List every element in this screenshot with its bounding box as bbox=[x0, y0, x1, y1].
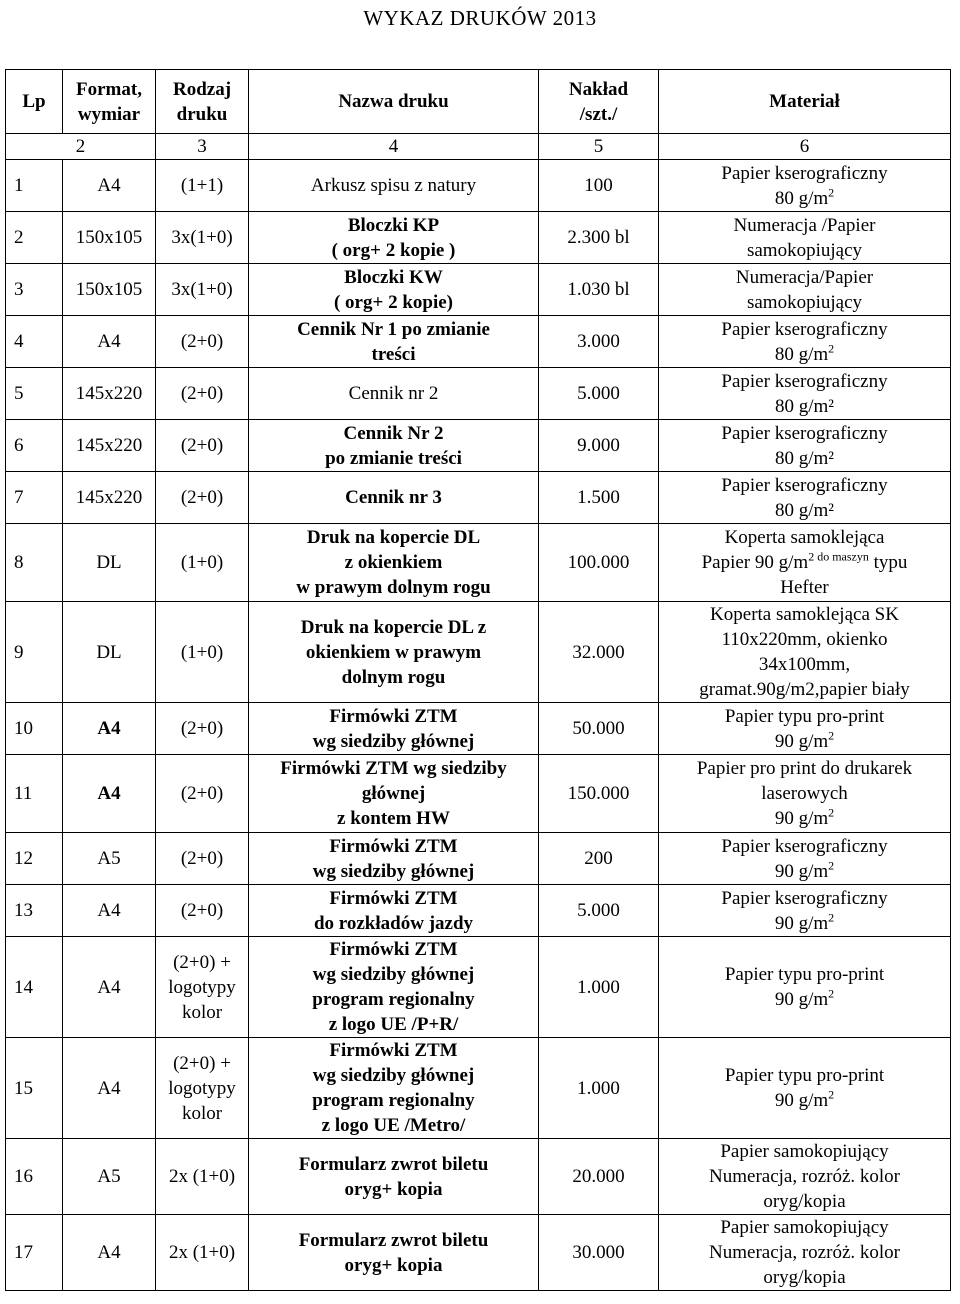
column-number: 4 bbox=[249, 134, 539, 160]
cell-rodzaj: (2+0) bbox=[156, 472, 249, 524]
cell-nazwa: Arkusz spisu z natury bbox=[249, 160, 539, 212]
header-lp: Lp bbox=[6, 70, 63, 134]
cell-nazwa: Firmówki ZTM wg siedziby głównej program regionalny z logo UE /Metro/ bbox=[249, 1038, 539, 1139]
cell-material bbox=[659, 937, 951, 1038]
cell-lp: 16 bbox=[6, 1139, 63, 1215]
cell-rodzaj: (2+0) bbox=[156, 755, 249, 833]
cell-nazwa: Cennik Nr 1 po zmianie treści bbox=[249, 316, 539, 368]
header-format: Format, wymiar bbox=[63, 70, 156, 134]
table-row bbox=[6, 755, 951, 833]
table-row bbox=[6, 937, 951, 1038]
cell-material bbox=[659, 885, 951, 937]
material-text: Papier pro print do drukarek laserowych 90 g/m bbox=[696, 758, 913, 829]
cell-lp: 15 bbox=[6, 1038, 63, 1139]
table-row bbox=[6, 212, 951, 264]
column-number: 2 bbox=[6, 134, 156, 160]
cell-format: A5 bbox=[63, 1139, 156, 1215]
cell-naklad: 3.000 bbox=[539, 316, 659, 368]
cell-material bbox=[659, 703, 951, 755]
cell-format: 150x105 bbox=[63, 264, 156, 316]
cell-nazwa: Firmówki ZTM wg siedziby głównej bbox=[249, 703, 539, 755]
table-row bbox=[6, 472, 951, 524]
cell-material bbox=[659, 524, 951, 602]
cell-material bbox=[659, 160, 951, 212]
material-superscript: 2 bbox=[828, 728, 835, 743]
material-text: Papier samokopiujący Numeracja, rozróż. kolor oryg/kopia bbox=[709, 1217, 900, 1288]
cell-lp: 9 bbox=[6, 602, 63, 703]
cell-naklad: 9.000 bbox=[539, 420, 659, 472]
print-list-table bbox=[5, 69, 951, 1291]
column-number-row bbox=[6, 134, 951, 160]
table-row bbox=[6, 1038, 951, 1139]
cell-lp: 8 bbox=[6, 524, 63, 602]
cell-material bbox=[659, 420, 951, 472]
table-row bbox=[6, 833, 951, 885]
cell-format: A4 bbox=[63, 1215, 156, 1291]
cell-naklad: 1.000 bbox=[539, 1038, 659, 1139]
cell-material bbox=[659, 472, 951, 524]
cell-nazwa: Formularz zwrot biletu oryg+ kopia bbox=[249, 1139, 539, 1215]
cell-naklad: 100 bbox=[539, 160, 659, 212]
cell-format: 145x220 bbox=[63, 420, 156, 472]
cell-format: 145x220 bbox=[63, 472, 156, 524]
cell-material bbox=[659, 368, 951, 420]
cell-lp: 11 bbox=[6, 755, 63, 833]
table-row bbox=[6, 264, 951, 316]
cell-naklad: 100.000 bbox=[539, 524, 659, 602]
material-text: Papier typu pro-print 90 g/m bbox=[724, 1065, 885, 1111]
cell-nazwa: Bloczki KW ( org+ 2 kopie) bbox=[249, 264, 539, 316]
cell-naklad: 20.000 bbox=[539, 1139, 659, 1215]
cell-naklad: 50.000 bbox=[539, 703, 659, 755]
cell-nazwa: Druk na kopercie DL z okienkiem w prawym dolnym rogu bbox=[249, 602, 539, 703]
cell-format: A4 bbox=[63, 160, 156, 212]
cell-lp: 2 bbox=[6, 212, 63, 264]
cell-rodzaj: (1+0) bbox=[156, 602, 249, 703]
cell-lp: 14 bbox=[6, 937, 63, 1038]
header-naklad: Nakład /szt./ bbox=[539, 70, 659, 134]
cell-rodzaj: (2+0) + logotypy kolor bbox=[156, 1038, 249, 1139]
cell-rodzaj: (2+0) bbox=[156, 833, 249, 885]
cell-format: A4 bbox=[63, 1038, 156, 1139]
cell-material bbox=[659, 1139, 951, 1215]
material-text: Koperta samoklejąca Papier 90 g/m bbox=[701, 527, 885, 573]
material-superscript: 2 bbox=[828, 910, 835, 925]
table-row bbox=[6, 316, 951, 368]
cell-material bbox=[659, 316, 951, 368]
cell-nazwa: Druk na kopercie DL z okienkiem w prawym dolnym rogu bbox=[249, 524, 539, 602]
cell-naklad: 5.000 bbox=[539, 368, 659, 420]
cell-format: A4 bbox=[63, 755, 156, 833]
table-row bbox=[6, 160, 951, 212]
cell-format: 150x105 bbox=[63, 212, 156, 264]
material-superscript: 2 bbox=[828, 986, 835, 1001]
cell-lp: 13 bbox=[6, 885, 63, 937]
material-text: Papier typu pro-print 90 g/m bbox=[724, 705, 885, 752]
material-superscript: 2 do maszyn bbox=[808, 549, 869, 564]
cell-format: A4 bbox=[63, 937, 156, 1038]
table-row bbox=[6, 1139, 951, 1215]
cell-lp: 12 bbox=[6, 833, 63, 885]
cell-nazwa: Firmówki ZTM do rozkładów jazdy bbox=[249, 885, 539, 937]
header-material: Materiał bbox=[659, 70, 951, 134]
cell-lp: 4 bbox=[6, 316, 63, 368]
column-number: 6 bbox=[659, 134, 951, 160]
cell-format: A4 bbox=[63, 703, 156, 755]
cell-rodzaj: (2+0) bbox=[156, 316, 249, 368]
material-text: Numeracja/Papier samokopiujący bbox=[735, 266, 874, 313]
cell-rodzaj: (2+0) bbox=[156, 885, 249, 937]
cell-format: 145x220 bbox=[63, 368, 156, 420]
material-superscript: 2 bbox=[828, 185, 835, 200]
cell-material bbox=[659, 264, 951, 316]
table-row bbox=[6, 1215, 951, 1291]
material-text: Koperta samoklejąca SK 110x220mm, okienko 34x100mm, gramat.90g/m2,papier biały bbox=[699, 604, 910, 700]
cell-nazwa: Formularz zwrot biletu oryg+ kopia bbox=[249, 1215, 539, 1291]
cell-lp: 17 bbox=[6, 1215, 63, 1291]
table-row bbox=[6, 368, 951, 420]
cell-nazwa: Cennik nr 3 bbox=[249, 472, 539, 524]
cell-material bbox=[659, 602, 951, 703]
cell-rodzaj: (2+0) + logotypy kolor bbox=[156, 937, 249, 1038]
cell-format: DL bbox=[63, 524, 156, 602]
material-text: Papier typu pro-print 90 g/m bbox=[724, 964, 885, 1010]
column-number: 5 bbox=[539, 134, 659, 160]
cell-nazwa: Firmówki ZTM wg siedziby głównej bbox=[249, 833, 539, 885]
column-number: 3 bbox=[156, 134, 249, 160]
cell-format: DL bbox=[63, 602, 156, 703]
cell-naklad: 200 bbox=[539, 833, 659, 885]
header-nazwa: Nazwa druku bbox=[249, 70, 539, 134]
cell-nazwa: Cennik Nr 2 po zmianie treści bbox=[249, 420, 539, 472]
cell-rodzaj: (1+1) bbox=[156, 160, 249, 212]
material-superscript: 2 bbox=[828, 1087, 835, 1102]
cell-lp: 5 bbox=[6, 368, 63, 420]
cell-rodzaj: (2+0) bbox=[156, 420, 249, 472]
material-text: Papier kserograficzny 90 g/m bbox=[721, 835, 888, 882]
cell-material bbox=[659, 1038, 951, 1139]
table-row bbox=[6, 420, 951, 472]
material-superscript: 2 bbox=[828, 858, 835, 873]
cell-nazwa: Bloczki KP ( org+ 2 kopie ) bbox=[249, 212, 539, 264]
cell-lp: 6 bbox=[6, 420, 63, 472]
table-row bbox=[6, 703, 951, 755]
cell-material bbox=[659, 212, 951, 264]
cell-nazwa: Firmówki ZTM wg siedziby głównej program regionalny z logo UE /P+R/ bbox=[249, 937, 539, 1038]
cell-format: A5 bbox=[63, 833, 156, 885]
material-superscript: 2 bbox=[828, 341, 835, 356]
cell-nazwa: Cennik nr 2 bbox=[249, 368, 539, 420]
material-text: Papier kserograficzny 80 g/m² bbox=[721, 474, 888, 521]
cell-rodzaj: 3x(1+0) bbox=[156, 264, 249, 316]
material-text-tail: typu Hefter bbox=[780, 552, 908, 598]
document-title: WYKAZ DRUKÓW 2013 bbox=[363, 6, 597, 30]
cell-naklad: 1.000 bbox=[539, 937, 659, 1038]
cell-naklad: 1.500 bbox=[539, 472, 659, 524]
cell-naklad: 150.000 bbox=[539, 755, 659, 833]
material-superscript: 2 bbox=[828, 805, 835, 820]
material-text: Papier kserograficzny 80 g/m² bbox=[721, 422, 888, 469]
cell-rodzaj: (2+0) bbox=[156, 368, 249, 420]
cell-lp: 7 bbox=[6, 472, 63, 524]
cell-naklad: 32.000 bbox=[539, 602, 659, 703]
cell-format: A4 bbox=[63, 885, 156, 937]
cell-naklad: 2.300 bl bbox=[539, 212, 659, 264]
material-text: Papier kserograficzny 80 g/m bbox=[721, 162, 888, 209]
cell-format: A4 bbox=[63, 316, 156, 368]
cell-lp: 1 bbox=[6, 160, 63, 212]
cell-rodzaj: (2+0) bbox=[156, 703, 249, 755]
header-rodzaj: Rodzaj druku bbox=[156, 70, 249, 134]
material-text: Papier kserograficzny 80 g/m bbox=[721, 318, 888, 365]
table-row bbox=[6, 602, 951, 703]
material-text: Papier kserograficzny 80 g/m² bbox=[721, 370, 888, 417]
cell-lp: 10 bbox=[6, 703, 63, 755]
cell-material bbox=[659, 1215, 951, 1291]
material-text: Papier kserograficzny 90 g/m bbox=[721, 887, 888, 934]
cell-rodzaj: 2x (1+0) bbox=[156, 1215, 249, 1291]
cell-lp: 3 bbox=[6, 264, 63, 316]
header-row bbox=[6, 70, 951, 134]
cell-material bbox=[659, 833, 951, 885]
material-text: Papier samokopiujący Numeracja, rozróż. kolor oryg/kopia bbox=[709, 1141, 900, 1212]
cell-naklad: 30.000 bbox=[539, 1215, 659, 1291]
table-row bbox=[6, 885, 951, 937]
cell-rodzaj: (1+0) bbox=[156, 524, 249, 602]
material-text: Numeracja /Papier samokopiujący bbox=[733, 214, 876, 261]
cell-nazwa: Firmówki ZTM wg siedziby głównej z kontem HW bbox=[249, 755, 539, 833]
cell-rodzaj: 3x(1+0) bbox=[156, 212, 249, 264]
cell-naklad: 1.030 bl bbox=[539, 264, 659, 316]
cell-naklad: 5.000 bbox=[539, 885, 659, 937]
table-row bbox=[6, 524, 951, 602]
table-body bbox=[6, 160, 951, 1291]
cell-material bbox=[659, 755, 951, 833]
cell-rodzaj: 2x (1+0) bbox=[156, 1139, 249, 1215]
